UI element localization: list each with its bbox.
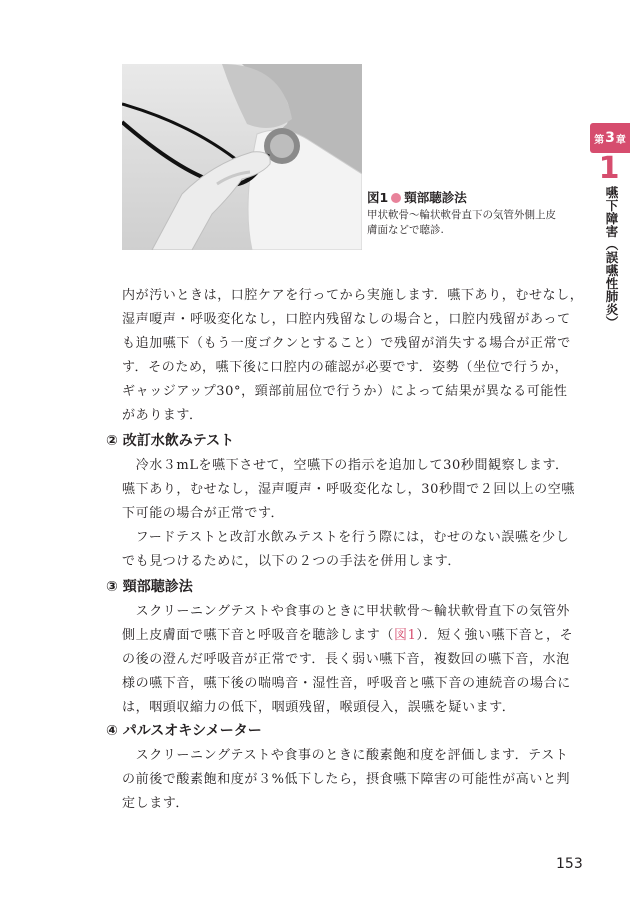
intro-paragraph xyxy=(122,284,584,428)
chapter-tab xyxy=(590,123,630,153)
paragraph-line: の後の澄んだ呼吸音が正常です．長く弱い嚥下音，複数回の嚥下音，水泡 xyxy=(122,652,570,667)
paragraph-line: 冷水３mLを嚥下させて，空嚥下の指示を追加して30秒間観察します． xyxy=(122,458,569,473)
paragraph-line: スクリーニングテストや食事のときに甲状軟骨～輪状軟骨直下の気管外 xyxy=(122,604,571,619)
figure-title-row xyxy=(367,190,592,206)
paragraph-line: 湿声嗄声・呼吸変化なし，口腔内残留なしの場合と，口腔内残留があって xyxy=(122,312,571,327)
page-number: 153 xyxy=(556,856,583,872)
chapter-suffix: 章 xyxy=(615,134,626,146)
paragraph-line: 定します． xyxy=(122,796,189,811)
figure-description-line: 甲状軟骨～輪状軟骨直下の気管外側上皮 xyxy=(367,209,556,221)
paragraph-line: は，咽頭収縮力の低下，咽頭残留，喉頭侵入，誤嚥を疑います． xyxy=(122,700,516,715)
paragraph-line: も追加嚥下（もう一度ゴクンとすること）で残留が消失する場合が正常で xyxy=(122,336,571,351)
paragraph-line: す．そのため，嚥下後に口腔内の確認が必要です．姿勢（坐位で行うか， xyxy=(122,360,569,375)
figure-description-line: 膚面などで聴診. xyxy=(367,224,444,236)
chapter-prefix: 第 xyxy=(594,134,605,146)
photo-illustration xyxy=(122,64,362,250)
pulse-oximeter-paragraph xyxy=(122,744,570,816)
paragraph-line-with-ref xyxy=(122,624,574,648)
paragraph-line: があります． xyxy=(122,408,203,423)
chapter-number: 3 xyxy=(605,130,615,146)
section-heading-cervical-auscultation: ③ 頸部聴診法 xyxy=(106,579,193,595)
section-heading-water-test: ② 改訂水飲みテスト xyxy=(106,433,235,449)
paragraph-line: フードテストと改訂水飲みテストを行う際には，むせのない誤嚥を少し xyxy=(122,530,570,545)
paragraph-line: でも見つけるために，以下の２つの手法を併用します． xyxy=(122,554,461,569)
paragraph-line: スクリーニングテストや食事のときに酸素飽和度を評価します．テスト xyxy=(122,748,569,763)
figure-description xyxy=(367,208,592,238)
water-test-paragraph xyxy=(122,454,575,574)
section-heading-pulse-oximeter: ④ パルスオキシメーター xyxy=(106,723,262,739)
auscultation-photo xyxy=(122,64,362,250)
figure-label: 図1 xyxy=(367,190,389,205)
figure-caption xyxy=(367,190,592,238)
paragraph-line: の前後で酸素飽和度が３%低下したら，摂食嚥下障害の可能性が高いと判 xyxy=(122,772,571,787)
section-number: 1 xyxy=(598,151,620,186)
paragraph-line: 内が汚いときは，口腔ケアを行ってから実施します．嚥下あり，むせなし， xyxy=(122,288,584,303)
paragraph-line: ギャッジアップ30°，頸部前屈位で行うか）によって結果が異なる可能性 xyxy=(122,384,568,399)
figure-title: 頸部聴診法 xyxy=(404,190,467,205)
paragraph-line: 嚥下あり，むせなし，湿声嗄声・呼吸変化なし，30秒間で２回以上の空嚥 xyxy=(122,482,575,497)
section-title-vertical: 嚥下障害（誤嚥性肺炎） xyxy=(604,186,619,329)
text-fragment: 側上皮膚面で嚥下音と呼吸音を聴診します（ xyxy=(122,628,395,643)
figure-reference-link[interactable]: 図1 xyxy=(394,628,417,643)
paragraph-line: 下可能の場合が正常です． xyxy=(122,506,285,521)
cervical-auscultation-paragraph xyxy=(122,600,574,720)
paragraph-line: 様の嚥下音，嚥下後の喘鳴音・湿性音，呼吸音と嚥下音の連続音の場合に xyxy=(122,676,571,691)
figure-bullet-dot xyxy=(391,193,401,203)
text-fragment: ）．短く強い嚥下音と，そ xyxy=(416,628,574,643)
